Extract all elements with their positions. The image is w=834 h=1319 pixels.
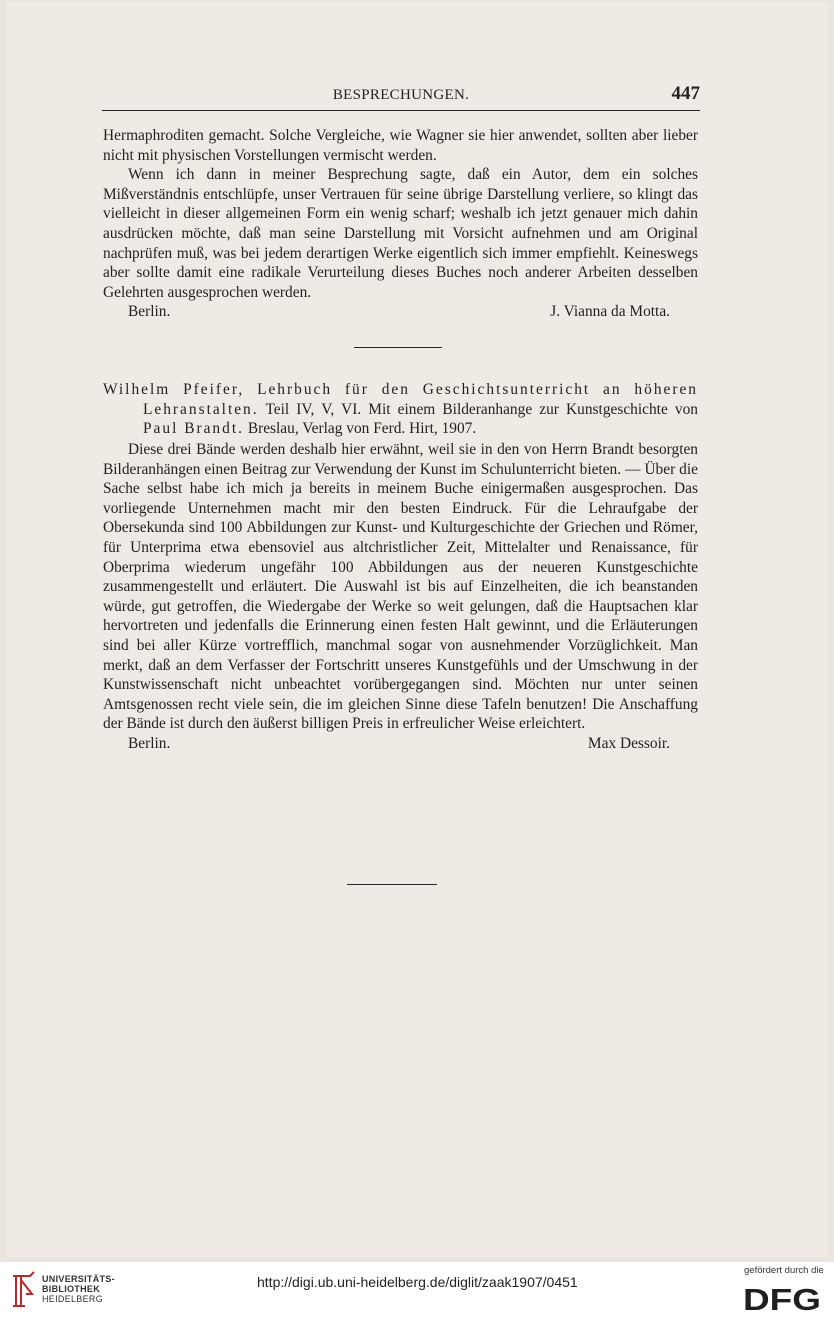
header-rule	[102, 110, 700, 111]
library-name	[42, 1274, 115, 1304]
section-separator	[354, 347, 442, 348]
review-1	[103, 126, 698, 322]
book-title: Lehrbuch für den Geschichtsunterricht an höheren Lehranstalten.	[143, 381, 698, 418]
book-publisher: Breslau, Verlag von Ferd. Hirt, 1907.	[247, 420, 477, 438]
viewer-footer	[0, 1262, 834, 1319]
review-2	[103, 440, 698, 754]
review-2-author: Max Dessoir.	[587, 734, 670, 752]
dfg-logo	[743, 1282, 823, 1314]
funding-note: gefördert durch die	[744, 1265, 824, 1276]
review-2-heading: Wilhelm Pfeifer, Lehrbuch für den Geschichtsunterricht an höheren Lehranstalten. Teil IV, V, VI. Mit einem Bilderanhange zur Kunstgeschichte von Paul Brandt. Breslau, Verlag von Ferd. Hirt, 1907.	[103, 381, 698, 438]
library-name-line: UNIVERSITÄTS-	[42, 1274, 115, 1284]
running-head: BESPRECHUNGEN.	[332, 87, 470, 103]
review-2-signature	[103, 734, 698, 754]
page-number: 447	[671, 83, 700, 104]
book-editor: Paul Brandt.	[143, 420, 244, 438]
page-header	[102, 83, 700, 112]
review-1-paragraph: Wenn ich dann in meiner Besprechung sagte, daß ein Autor, dem ein solches Mißverständnis entschlüpfe, unser Vertrauen für seine übrige Darstellung verliere, so klingt das vielleicht in dieser allgemeinen Form ein wenig scharf; weshalb ich jetzt genauer mich dahin ausdrücken möchte, daß man seine Darstellung mit Vorsicht aufnehmen und am Original nachprüfen muß, was bei jedem derartigen Werke eigentlich sich immer empfiehlt. Keineswegs aber sollte damit eine radikale Verurteilung dieses Buches noch anderer Arbeiten desselben Gelehrten ausgesprochen werden.	[103, 166, 698, 301]
dfg-logo-text: DFG	[743, 1282, 821, 1314]
review-1-signature	[103, 302, 698, 322]
university-library-logo	[10, 1268, 38, 1312]
end-separator	[347, 884, 437, 885]
library-name-line: BIBLIOTHEK	[42, 1284, 100, 1294]
review-1-paragraph: Hermaphroditen gemacht. Solche Vergleiche, wie Wagner sie hier anwendet, sollten aber lieber nicht mit physischen Vorstellungen vermischt werden.	[103, 127, 698, 164]
permalink[interactable]: http://digi.ub.uni-heidelberg.de/diglit/zaak1907/0451	[257, 1274, 578, 1290]
book-author: Wilhelm Pfeifer	[103, 381, 239, 398]
book-details: Teil IV, V, VI. Mit einem Bilderanhange zur Kunstgeschichte von	[265, 400, 698, 418]
review-1-author: J. Vianna da Motta.	[550, 303, 670, 321]
review-1-place: Berlin.	[128, 303, 171, 321]
review-2-paragraph: Diese drei Bände werden deshalb hier erwähnt, weil sie in den von Herrn Brandt besorgten Bilderanhängen einen Beitrag zur Verwendung der Kunst im Schulunterricht bieten. — Über die Sache selbst habe ich mich ja bereits in meinem Buche einigermaßen ausgesprochen. Das vorliegende Unternehmen macht mir den besten Eindruck. Für die Lehraufgabe der Obersekunda sind 100 Abbildungen zur Kunst- und Kulturgeschichte der Griechen und Römer, für Unterprima etwa ebensoviel aus altchristlicher Zeit, Mittelalter und Renaissance, für Oberprima wiederum ungefähr 100 Abbildungen aus der neueren Kunstgeschichte zusammengestellt und erläutert. Die Auswahl ist bis auf Einzelheiten, die ich beanstanden würde, gut getroffen, die Wiedergabe der Werke so weit gelungen, daß die Hauptsachen klar hervortreten und jedenfalls die Erinnerung einen festen Halt gewinnt, und die Erläuterungen sind bei aller Kürze vortrefflich, manchmal sogar von ausnehmender Vorzüglichkeit. Man merkt, daß an dem Verfasser der Fortschritt unseres Kunstgefühls und der Umschwung in der Kunstwissenschaft nicht unbeachtet vorübergegangen sind. Möchten nur unter seinen Amtsgenossen recht viele sein, die im gleichen Sinne diese Tafeln benutzen! Die Anschaffung der Bände ist durch den äußerst billigen Preis in erfreulicher Weise erleichtert.	[103, 441, 698, 733]
review-2-place: Berlin.	[128, 734, 171, 752]
library-name-line: HEIDELBERG	[42, 1294, 104, 1304]
